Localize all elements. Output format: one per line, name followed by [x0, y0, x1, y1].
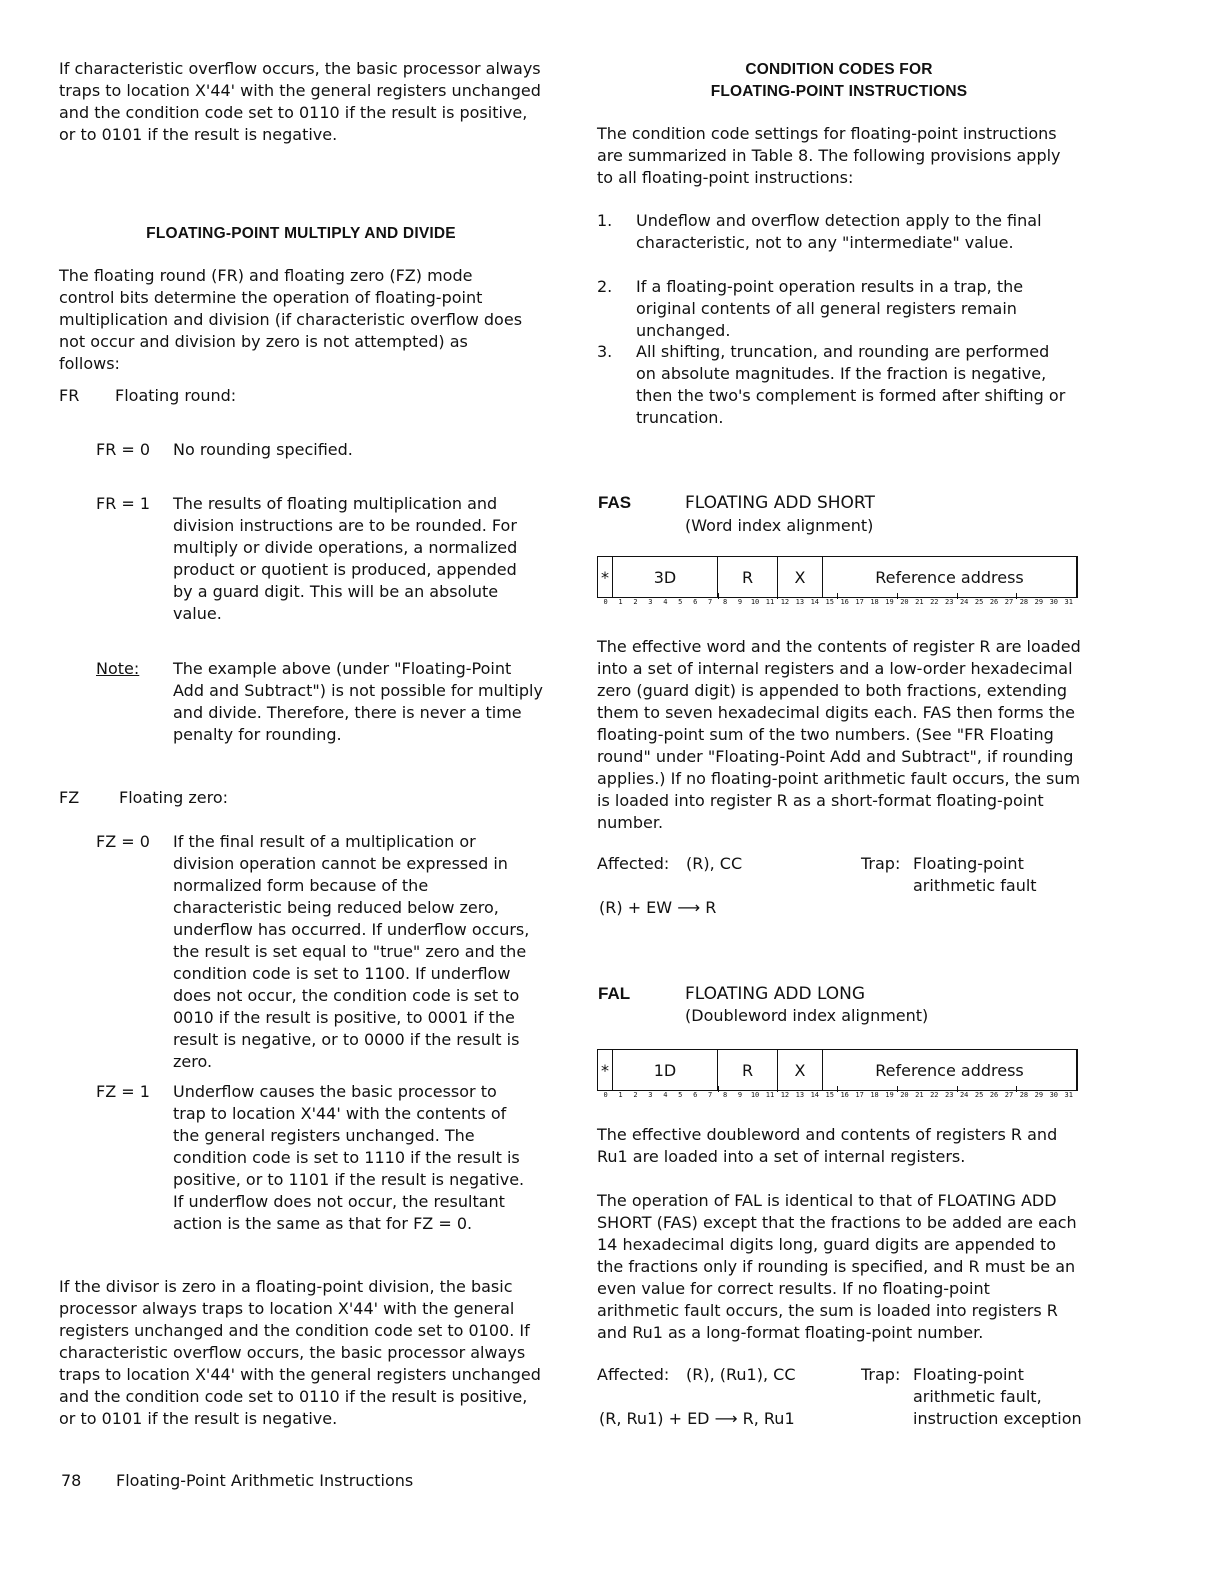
bit-tick	[777, 593, 778, 599]
fal-field-indirect: *	[598, 1050, 613, 1090]
bit-number: 30	[1049, 598, 1059, 606]
fz1-label: FZ = 1	[96, 1082, 150, 1101]
fal-field-reference-address: Reference address	[875, 1060, 1024, 1080]
bit-number: 19	[885, 598, 894, 606]
fal-description-2: The operation of FAL is identical to that of FLOATING ADD SHORT (FAS) except that the fractions to be added are each 14 hexadecimal digits long, guard digits are appended to the fractions only if rounding is specified, and R must be an even value for correct results. If no floating-point arithmetic fault occurs, the sum is loaded into registers R and Ru1 as a long-format floating-point number.	[597, 1191, 1077, 1342]
fas-format-box	[597, 556, 1078, 598]
bit-number: 24	[959, 598, 969, 606]
fal-mnemonic: FAL	[598, 984, 631, 1003]
fas-mnemonic: FAS	[598, 493, 632, 512]
fal-operation: (R, Ru1) + ED ⟶ R, Ru1	[599, 1409, 795, 1428]
fal-name: FLOATING ADD LONG	[685, 984, 866, 1004]
bit-number: 24	[959, 1091, 969, 1099]
bit-number: 17	[855, 598, 864, 606]
bit-number: 11	[765, 1091, 775, 1099]
page-number: 78	[61, 1471, 82, 1490]
paragraph-divisor-zero: If the divisor is zero in a floating-point division, the basic processor always traps to location X'44' with the general registers unchanged and the condition code set to 0100. If characteristic overflow occurs, the basic processor always traps to location X'44' with the general registers unchanged and the condition code set to 0110 if the result is positive, or to 0101 if the result is negative.	[59, 1277, 541, 1428]
fz1-text: Underflow causes the basic processor to trap to location X'44' with the contents of the general registers unchanged. The condition code is set to 1110 if the result is positive, or to 1101 if the result is negative. If underflow does not occur, the resultant action is the same as that for FZ = 0.	[173, 1082, 525, 1233]
fz0-label: FZ = 0	[96, 832, 150, 851]
bit-number: 18	[870, 1091, 879, 1099]
bit-number: 12	[780, 1091, 790, 1099]
bit-tick	[957, 1086, 958, 1092]
bit-number: 7	[708, 1091, 713, 1099]
bit-tick	[1016, 1086, 1017, 1092]
bit-number: 15	[825, 598, 834, 606]
fas-field-indirect: *	[598, 557, 613, 597]
fz-label: FZ	[59, 788, 80, 807]
bit-number: 20	[900, 1091, 909, 1099]
fal-bit-numbers	[598, 1091, 1076, 1101]
fal-subtitle: (Doubleword index alignment)	[685, 1006, 929, 1025]
bit-number: 19	[885, 1091, 894, 1099]
bit-number: 7	[708, 598, 713, 606]
bit-tick	[897, 1086, 898, 1092]
bit-number: 6	[693, 1091, 698, 1099]
fz0-text: If the final result of a multiplication or division operation cannot be expressed in normalized form because of the characteristic being reduced below zero, underflow has occurred. If underflow occurs, the result is set equal to "true" zero and the condition code is set to 1100. If underflow does not occur, the condition code is set to 0010 if the result is positive, to 0001 if the result is negative, or to 0000 if the result is zero.	[173, 832, 530, 1071]
fas-field-opcode: 3D	[613, 557, 718, 597]
bit-tick	[837, 593, 838, 599]
fr-title: Floating round:	[115, 386, 237, 405]
fal-trap-label: Trap:	[861, 1365, 901, 1384]
bit-number: 4	[663, 1091, 668, 1099]
fal-format-box	[597, 1049, 1078, 1091]
bit-number: 29	[1034, 598, 1044, 606]
heading-condition-codes	[597, 59, 1081, 103]
bit-number: 26	[989, 598, 999, 606]
bit-number: 10	[750, 1091, 760, 1099]
bit-tick	[897, 593, 898, 599]
bit-number: 9	[737, 598, 743, 606]
bit-number: 8	[722, 1091, 728, 1099]
bit-number: 30	[1049, 1091, 1059, 1099]
bit-number: 23	[945, 598, 954, 606]
bit-number: 27	[1004, 598, 1014, 606]
bit-number: 2	[633, 1091, 638, 1099]
fr1-text: The results of floating multiplication and division instructions are to be rounded. For multiply or divide operations, a normalized product or quotient is produced, appended by a guard digit. This will be an absolute value.	[173, 494, 518, 623]
fas-subtitle: (Word index alignment)	[685, 516, 874, 535]
bit-number: 22	[930, 598, 939, 606]
bit-number: 12	[780, 598, 790, 606]
bit-tick	[957, 593, 958, 599]
bit-number: 4	[663, 598, 668, 606]
bit-number: 16	[840, 598, 849, 606]
heading-multiply-divide: FLOATING-POINT MULTIPLY AND DIVIDE	[146, 225, 456, 242]
fas-name: FLOATING ADD SHORT	[685, 493, 875, 513]
bit-number: 22	[930, 1091, 939, 1099]
bit-number: 11	[765, 598, 775, 606]
fal-affected-label: Affected:	[597, 1365, 670, 1384]
bit-number: 23	[945, 1091, 954, 1099]
bit-number: 5	[678, 1091, 683, 1099]
list-item-2-text: If a floating-point operation results in a trap, the original contents of all general registers remain unchanged.	[636, 277, 1024, 340]
bit-number: 21	[915, 1091, 924, 1099]
fas-field-r: R	[718, 557, 778, 597]
fal-affected-value: (R), (Ru1), CC	[686, 1365, 796, 1384]
bit-number: 31	[1064, 1091, 1073, 1099]
fr-label: FR	[59, 386, 80, 405]
fal-trap-value: Floating-point arithmetic fault, instruction exception	[913, 1365, 1082, 1428]
fz-title: Floating zero:	[119, 788, 228, 807]
fr1-label: FR = 1	[96, 494, 151, 513]
fal-description-1: The effective doubleword and contents of registers R and Ru1 are loaded into a set of internal registers.	[597, 1125, 1058, 1166]
bit-tick	[718, 593, 719, 599]
bit-number: 9	[737, 1091, 743, 1099]
note-label: Note:	[96, 659, 140, 678]
heading-cc-line1: CONDITION CODES FOR	[745, 61, 933, 78]
bit-number: 5	[678, 598, 683, 606]
bit-number: 14	[810, 1091, 820, 1099]
bit-tick	[718, 1086, 719, 1092]
bit-tick	[1016, 593, 1017, 599]
fas-operation: (R) + EW ⟶ R	[599, 898, 717, 917]
heading-cc-line2: FLOATING-POINT INSTRUCTIONS	[710, 83, 968, 100]
footer-section-title: Floating-Point Arithmetic Instructions	[116, 1471, 414, 1490]
fas-affected-value: (R), CC	[686, 854, 743, 873]
bit-number: 28	[1019, 598, 1029, 606]
bit-number: 1	[618, 1091, 623, 1099]
bit-number: 3	[648, 598, 653, 606]
bit-number: 16	[840, 1091, 849, 1099]
fal-field-r: R	[718, 1050, 778, 1090]
fas-description: The effective word and the contents of register R are loaded into a set of internal registers and a low-order hexadecimal zero (guard digit) is appended to both fractions, extending them to seven hexadecimal digits each. FAS then forms the floating-point sum of the two numbers. (See "FR Floating round" under "Floating-Point Add and Subtract", if rounding applies.) If no floating-point arithmetic fault occurs, the sum is loaded into register R as a short-format floating-point number.	[597, 637, 1081, 832]
bit-number: 18	[870, 598, 879, 606]
bit-number: 31	[1064, 598, 1073, 606]
bit-number: 2	[633, 598, 638, 606]
bit-number: 1	[618, 598, 623, 606]
fal-field-x: X	[778, 1050, 823, 1090]
bit-number: 10	[750, 598, 760, 606]
bit-number: 27	[1004, 1091, 1014, 1099]
bit-number: 21	[915, 598, 924, 606]
fas-trap-label: Trap:	[861, 854, 901, 873]
fas-bit-numbers	[598, 598, 1076, 608]
fr0-label: FR = 0	[96, 440, 151, 459]
bit-number: 13	[795, 598, 805, 606]
bit-number: 25	[974, 598, 984, 606]
paragraph-mode-bits: The floating round (FR) and floating zero (FZ) mode control bits determine the operation of floating-point multiplication and division (if characteristic overflow does not occur and division by zero is not attempted) as follows:	[59, 266, 523, 373]
fas-field-x: X	[778, 557, 823, 597]
list-item-1-num: 1.	[597, 211, 613, 230]
bit-number: 0	[603, 1091, 608, 1099]
fas-trap-value: Floating-point arithmetic fault	[913, 854, 1037, 895]
list-item-1-text: Undeflow and overflow detection apply to the final characteristic, not to any "intermediate" value.	[636, 211, 1042, 252]
list-item-2-num: 2.	[597, 277, 613, 296]
fas-affected-label: Affected:	[597, 854, 670, 873]
bit-number: 17	[855, 1091, 864, 1099]
bit-number: 8	[722, 598, 728, 606]
bit-number: 25	[974, 1091, 984, 1099]
bit-number: 13	[795, 1091, 805, 1099]
bit-number: 26	[989, 1091, 999, 1099]
paragraph-condition-codes: The condition code settings for floating-point instructions are summarized in Table 8. The following provisions apply to all floating-point instructions:	[597, 124, 1061, 187]
bit-tick	[837, 1086, 838, 1092]
bit-number: 15	[825, 1091, 834, 1099]
fr0-text: No rounding specified.	[173, 440, 353, 459]
bit-number: 0	[603, 598, 608, 606]
bit-number: 14	[810, 598, 820, 606]
bit-number: 20	[900, 598, 909, 606]
bit-number: 28	[1019, 1091, 1029, 1099]
paragraph-overflow: If characteristic overflow occurs, the basic processor always traps to location X'44' with the general registers unchanged and the condition code set to 0110 if the result is positive, or to 0101 if the result is negative.	[59, 59, 541, 144]
bit-number: 6	[693, 598, 698, 606]
fas-field-reference-address: Reference address	[875, 567, 1024, 587]
list-item-3-num: 3.	[597, 342, 613, 361]
bit-tick	[777, 1086, 778, 1092]
fal-field-opcode: 1D	[613, 1050, 718, 1090]
bit-number: 29	[1034, 1091, 1044, 1099]
bit-number: 3	[648, 1091, 653, 1099]
list-item-3-text: All shifting, truncation, and rounding are performed on absolute magnitudes. If the fraction is negative, then the two's complement is formed after shifting or truncation.	[636, 342, 1066, 427]
note-text: The example above (under "Floating-Point Add and Subtract") is not possible for multiply and divide. Therefore, there is never a time penalty for rounding.	[173, 659, 543, 744]
